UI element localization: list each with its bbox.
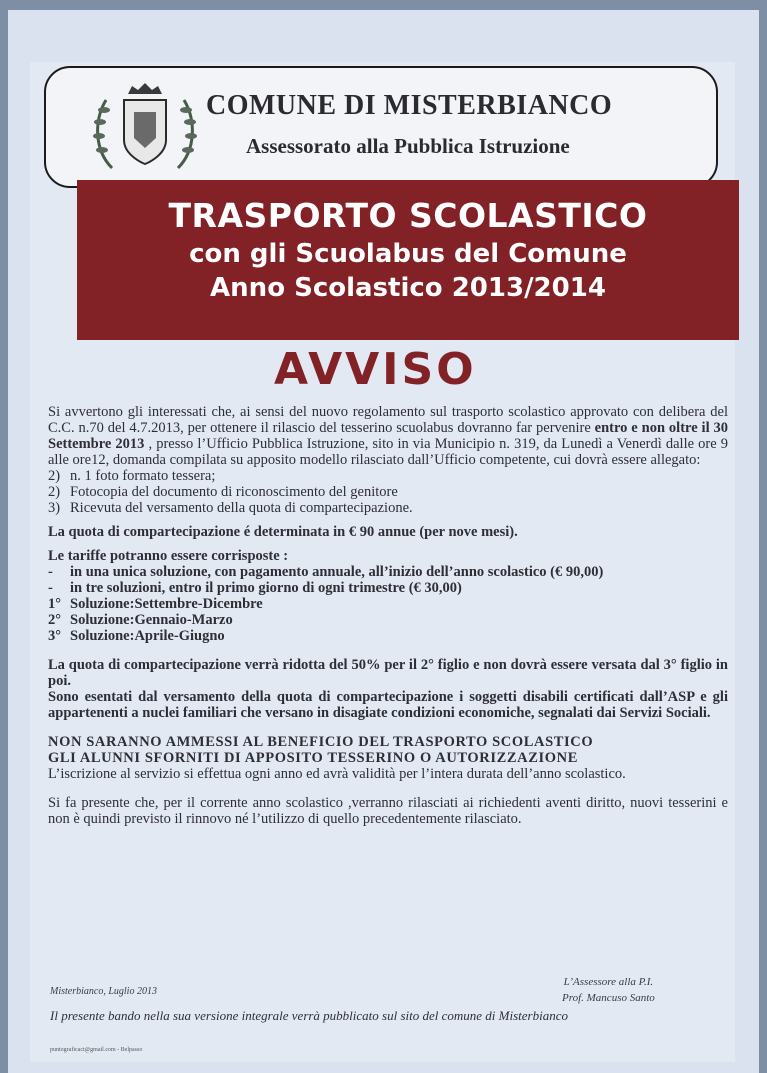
list-item: - in tre soluzioni, entro il primo giorno di ogni trimestre (€ 30,00) [48, 580, 462, 596]
esenzione-text: Sono esentati dal versamento della quota di compartecipazione i soggetti disabili certificati dall’ASP e gli appartenenti a nuclei familiari che versano in disagiate condizioni economiche, segnalati dai Servizi Sociali. [48, 689, 728, 721]
banner-title: TRASPORTO SCOLASTICO [168, 196, 648, 235]
list-item: 2° Soluzione:Gennaio-Marzo [48, 612, 233, 628]
printer-credit: puntograficact@gmail.com - Belpasso [50, 1047, 143, 1053]
presente-text: Si fa presente che, per il corrente anno scolastico ,verranno rilasciati ai richiedenti aventi diritto, nuovi tesserini e non è quindi previsto il rinnovo né l’utilizzo di quello precedentemente rilasciato. [48, 795, 728, 827]
intro-text-cont: , presso l’Ufficio Pubblica Istruzione, sito in via Municipio n. 319, da Lunedì a Venerdì dalle ore 9 alle ore12, domanda compilata su apposito modello rilasciato dall’Ufficio competente, cui dovrà essere allegato: [48, 436, 728, 468]
header-box [44, 66, 718, 188]
list-item: 1° Soluzione:Settembre-Dicembre [48, 596, 263, 612]
banner-subtitle: con gli Scuolabus del Comune [189, 239, 627, 269]
comune-title: COMUNE DI MISTERBIANCO [206, 90, 613, 121]
list-item: 2) Fotocopia del documento di riconoscimento del genitore [48, 484, 398, 500]
notice-body [48, 404, 728, 827]
iscrizione-text: L’iscrizione al servizio si effettua ogni anno ed avrà validità per l’intera durata dell’anno scolastico. [48, 766, 626, 782]
list-item: - in una unica soluzione, con pagamento annuale, all’inizio dell’anno scolastico (€ 90,00) [48, 564, 604, 580]
avviso-heading: AVVISO [274, 344, 477, 395]
allegati-list [48, 468, 728, 516]
assessorato-subtitle: Assessorato alla Pubblica Istruzione [246, 134, 570, 158]
title-banner [77, 180, 739, 340]
tariffe-title: Le tariffe potranno essere corrisposte : [48, 548, 289, 564]
place-date: Misterbianco, Luglio 2013 [50, 986, 157, 997]
intro-paragraph [48, 404, 728, 468]
list-item: 2) n. 1 foto formato tessera; [48, 468, 216, 484]
quota-text: La quota di compartecipazione é determinata in € 90 annue (per nove mesi). [48, 524, 518, 540]
poster [8, 10, 759, 1073]
tariffe-list [48, 564, 728, 644]
signature-block [562, 974, 655, 1006]
intro-text: Si avvertono gli interessati che, ai sensi del nuovo regolamento sul trasporto scolastico approvato con delibera del C.C. n.70 del 4.7.2013, per ottenere il rilascio del tesserino scuolabus dovranno far pervenire [48, 404, 728, 436]
deadline-text: entro e non oltre il 30 Settembre 2013 [48, 420, 728, 452]
banner-school-year: Anno Scolastico 2013/2014 [210, 273, 606, 303]
avvertenza-line-2: GLI ALUNNI SFORNITI DI APPOSITO TESSERINO O AUTORIZZAZIONE [48, 750, 578, 766]
footer-note: Il presente bando nella sua versione integrale verrà pubblicato sul sito del comune di Misterbianco [50, 1008, 568, 1023]
municipal-crest-icon [90, 80, 200, 178]
avvertenza-line-1: NON SARANNO AMMESSI AL BENEFICIO DEL TRASPORTO SCOLASTICO [48, 734, 594, 750]
signer-name: Prof. Mancuso Santo [562, 992, 655, 1004]
riduzione-text: La quota di compartecipazione verrà ridotta del 50% per il 2° figlio e non dovrà essere versata dal 3° figlio in poi. [48, 657, 728, 689]
notice-sheet [30, 62, 735, 1062]
signer-role: L’Assessore alla P.I. [563, 976, 654, 988]
list-item: 3) Ricevuta del versamento della quota di compartecipazione. [48, 500, 413, 516]
list-item: 3° Soluzione:Aprile-Giugno [48, 628, 225, 644]
